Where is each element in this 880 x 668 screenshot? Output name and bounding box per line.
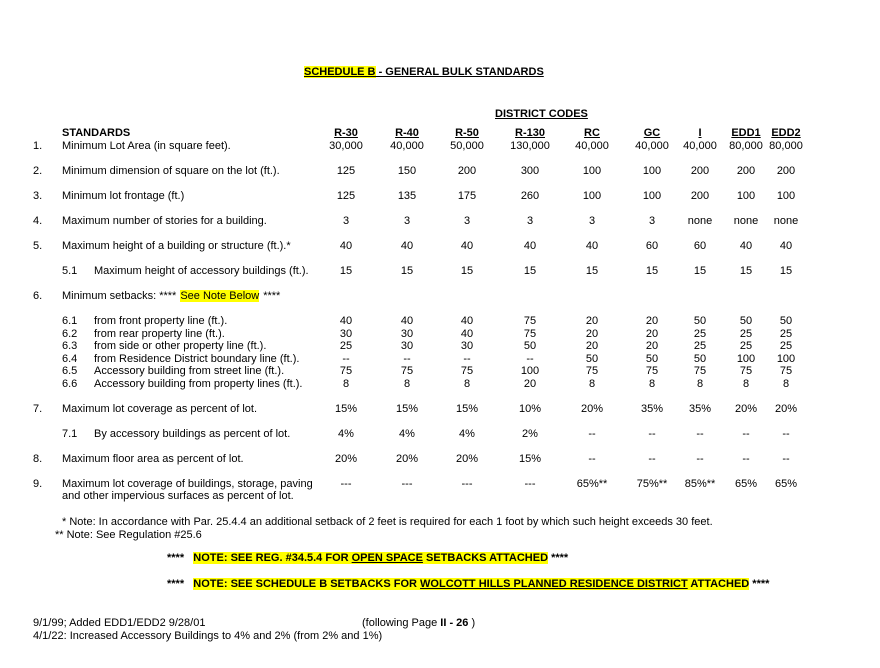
table-cell: 35%	[640, 403, 664, 415]
setback-label: Accessory building from street line (ft.).	[94, 365, 285, 377]
footer-page-ref: (following Page II - 26 )	[362, 617, 476, 629]
notice-wolcott-hills: **** NOTE: SEE SCHEDULE B SETBACKS FOR WOLCOTT HILLS PLANNED RESIDENCE DISTRICT ATTACHED ****	[167, 578, 770, 590]
table-cell: --	[588, 453, 596, 465]
table-cell: 8	[342, 377, 350, 390]
table-cell: 50	[645, 352, 659, 365]
column-header: R-30	[334, 127, 358, 139]
table-cell: 200	[690, 165, 710, 177]
table-cell: --	[463, 352, 471, 365]
table-cell: 75	[645, 365, 659, 377]
table-cell: 100	[642, 190, 662, 202]
table-cell: 150	[397, 165, 417, 177]
table-cell: 50	[585, 352, 599, 365]
table-cell: 50	[523, 340, 537, 352]
table-cell: 50,000	[450, 140, 484, 152]
table-cell: 20	[645, 315, 659, 327]
table-cell: 60	[693, 240, 707, 252]
table-cell: 4%	[338, 428, 354, 440]
table-cell: 100	[776, 190, 796, 202]
table-cell: 8	[742, 377, 750, 390]
table-cell: 20	[585, 340, 599, 352]
setback-label: from rear property line (ft.).	[94, 327, 225, 340]
table-cell: 15	[779, 265, 793, 277]
table-cell: 40	[400, 240, 414, 252]
table-cell: 35%	[688, 403, 712, 415]
table-cell: 8	[403, 377, 411, 390]
table-cell: 20%	[334, 453, 358, 465]
table-cell: --	[742, 428, 750, 440]
table-cell: --	[696, 428, 704, 440]
notice-open-space: **** NOTE: SEE REG. #34.5.4 FOR OPEN SPACE SETBACKS ATTACHED ****	[167, 552, 569, 564]
column-header: EDD1	[731, 127, 761, 139]
table-cell: 100	[776, 352, 796, 365]
table-cell: 20	[585, 327, 599, 340]
setback-number: 6.3	[62, 340, 78, 352]
standards-heading: STANDARDS	[62, 127, 131, 139]
table-cell: 25	[693, 327, 707, 340]
table-cell: 2%	[522, 428, 538, 440]
table-cell: 75	[779, 365, 793, 377]
table-cell: 40,000	[390, 140, 424, 152]
table-cell: 75	[739, 365, 753, 377]
table-cell: --	[742, 453, 750, 465]
table-cell: 100	[736, 190, 756, 202]
table-cell: 200	[457, 165, 477, 177]
table-cell: --	[648, 428, 656, 440]
row-label: Maximum height of accessory buildings (ft.).	[94, 265, 309, 277]
table-cell: 15%	[455, 403, 479, 415]
row-label-continued: and other impervious surfaces as percent of lot.	[62, 490, 294, 502]
table-cell: 15	[400, 265, 414, 277]
setbacks-label: Minimum setbacks: **** See Note Below ****	[62, 290, 281, 302]
table-cell: 75	[460, 365, 474, 377]
table-cell: 15	[645, 265, 659, 277]
table-cell: 15	[693, 265, 707, 277]
table-cell: 40	[523, 240, 537, 252]
table-cell: 40,000	[635, 140, 669, 152]
table-cell: 300	[520, 165, 540, 177]
table-cell: 30	[400, 327, 414, 340]
table-cell: ---	[401, 478, 413, 490]
table-cell: 30	[339, 327, 353, 340]
setback-number: 6.5	[62, 365, 78, 377]
table-cell: 30,000	[329, 140, 363, 152]
table-cell: --	[782, 428, 790, 440]
table-cell: none	[687, 215, 713, 227]
table-cell: 8	[588, 377, 596, 390]
column-header: R-40	[395, 127, 419, 139]
setback-label: from Residence District boundary line (ft.).	[94, 352, 300, 365]
table-cell: --	[526, 352, 534, 365]
table-cell: 25	[739, 327, 753, 340]
column-header: R-130	[515, 127, 545, 139]
table-cell: 20%	[774, 403, 798, 415]
table-cell: 85%**	[684, 478, 716, 490]
district-codes-heading: DISTRICT CODES	[495, 108, 588, 120]
table-cell: 15	[339, 265, 353, 277]
table-cell: 130,000	[510, 140, 550, 152]
table-cell: 125	[336, 165, 356, 177]
table-cell: 25	[339, 340, 353, 352]
table-cell: 3	[648, 215, 656, 227]
table-cell: 40	[400, 315, 414, 327]
footer-revision-2: 4/1/22: Increased Accessory Buildings to 4% and 2% (from 2% and 1%)	[33, 630, 383, 642]
table-cell: 15%	[395, 403, 419, 415]
table-cell: 15	[460, 265, 474, 277]
table-cell: 50	[693, 315, 707, 327]
row-number: 2.	[33, 165, 43, 177]
setback-label: from front property line (ft.).	[94, 315, 228, 327]
table-cell: 60	[645, 240, 659, 252]
open-space-link[interactable]: OPEN SPACE	[351, 552, 423, 564]
table-cell: 50	[693, 352, 707, 365]
table-cell: 3	[342, 215, 350, 227]
note-height: * Note: In accordance with Par. 25.4.4 an additional setback of 2 feet is required for each 1 foot by which such height exceeds 30 feet.	[62, 516, 713, 528]
table-cell: 8	[782, 377, 790, 390]
row-label: Minimum Lot Area (in square feet).	[62, 140, 231, 152]
table-cell: --	[403, 352, 411, 365]
table-cell: 40	[339, 315, 353, 327]
table-cell: --	[342, 352, 350, 365]
row-number: 5.1	[62, 265, 78, 277]
table-cell: 260	[520, 190, 540, 202]
table-cell: 20	[585, 315, 599, 327]
table-cell: 40	[460, 327, 474, 340]
row-number: 7.1	[62, 428, 78, 440]
table-cell: 25	[779, 327, 793, 340]
table-cell: 8	[463, 377, 471, 390]
table-cell: 20%	[395, 453, 419, 465]
wolcott-hills-link[interactable]: WOLCOTT HILLS PLANNED RESIDENCE DISTRICT	[420, 578, 688, 590]
row-number: 7.	[33, 403, 43, 415]
table-cell: 100	[736, 352, 756, 365]
row-number: 1.	[33, 140, 43, 152]
table-cell: 40,000	[575, 140, 609, 152]
table-cell: 50	[779, 315, 793, 327]
table-cell: 65%**	[576, 478, 608, 490]
row-label: Minimum dimension of square on the lot (ft.).	[62, 165, 280, 177]
row-number: 8.	[33, 453, 43, 465]
setback-number: 6.4	[62, 352, 78, 365]
table-cell: none	[773, 215, 799, 227]
table-cell: --	[648, 453, 656, 465]
table-cell: 40	[779, 240, 793, 252]
table-cell: 40	[460, 315, 474, 327]
table-cell: 25	[779, 340, 793, 352]
table-cell: --	[588, 428, 596, 440]
table-cell: ---	[461, 478, 473, 490]
table-cell: 3	[588, 215, 596, 227]
table-cell: 20	[645, 340, 659, 352]
table-cell: 200	[776, 165, 796, 177]
table-cell: 80,000	[769, 140, 803, 152]
table-cell: 25	[739, 340, 753, 352]
table-cell: 40	[460, 240, 474, 252]
table-cell: 20%	[734, 403, 758, 415]
table-cell: 3	[463, 215, 471, 227]
table-cell: 75	[339, 365, 353, 377]
row-label: Maximum floor area as percent of lot.	[62, 453, 244, 465]
table-cell: 100	[582, 190, 602, 202]
page-title: SCHEDULE B - GENERAL BULK STANDARDS	[304, 66, 544, 78]
setback-label: from side or other property line (ft.).	[94, 340, 267, 352]
table-cell: 75	[523, 315, 537, 327]
table-cell: 175	[457, 190, 477, 202]
table-cell: 20	[523, 377, 537, 390]
table-cell: 25	[693, 340, 707, 352]
table-cell: 20	[645, 327, 659, 340]
table-cell: 20%	[455, 453, 479, 465]
table-cell: 4%	[459, 428, 475, 440]
row-label: Maximum lot coverage as percent of lot.	[62, 403, 258, 415]
setback-number: 6.6	[62, 377, 78, 390]
table-cell: 4%	[399, 428, 415, 440]
column-header: RC	[584, 127, 600, 139]
table-cell: 100	[582, 165, 602, 177]
setback-number: 6.2	[62, 327, 78, 340]
table-cell: 75	[400, 365, 414, 377]
table-cell: 125	[336, 190, 356, 202]
table-cell: 15	[523, 265, 537, 277]
table-cell: 15	[739, 265, 753, 277]
note-regulation: ** Note: See Regulation #25.6	[55, 529, 202, 541]
table-cell: 40	[739, 240, 753, 252]
table-cell: ---	[340, 478, 352, 490]
column-header: EDD2	[771, 127, 801, 139]
row-label: Minimum lot frontage (ft.)	[62, 190, 185, 202]
table-cell: 40	[339, 240, 353, 252]
table-cell: 75	[585, 365, 599, 377]
column-header: GC	[643, 127, 661, 139]
table-cell: 75	[693, 365, 707, 377]
setback-label: Accessory building from property lines (ft.).	[94, 377, 303, 390]
table-cell: 50	[739, 315, 753, 327]
footer-revision-1: 9/1/99; Added EDD1/EDD2 9/28/01	[33, 617, 206, 629]
table-cell: --	[696, 453, 704, 465]
row-label: Maximum lot coverage of buildings, storage, paving	[62, 478, 313, 490]
row-label: By accessory buildings as percent of lot.	[94, 428, 291, 440]
table-cell: 100	[642, 165, 662, 177]
table-cell: 15	[585, 265, 599, 277]
column-header: R-50	[455, 127, 479, 139]
table-cell: 15%	[518, 453, 542, 465]
table-cell: 10%	[518, 403, 542, 415]
row-number: 9.	[33, 478, 43, 490]
row-number: 5.	[33, 240, 43, 252]
table-cell: 40	[585, 240, 599, 252]
table-cell: 200	[736, 165, 756, 177]
table-cell: 65%	[774, 478, 798, 490]
table-cell: 3	[403, 215, 411, 227]
setback-number: 6.1	[62, 315, 78, 327]
row-number: 4.	[33, 215, 43, 227]
see-note-below-link[interactable]: See Note Below	[180, 290, 260, 302]
table-cell: 3	[526, 215, 534, 227]
table-cell: 65%	[734, 478, 758, 490]
table-cell: 75%**	[636, 478, 668, 490]
row-label: Maximum height of a building or structure (ft.).*	[62, 240, 291, 252]
table-cell: ---	[524, 478, 536, 490]
table-cell: 200	[690, 190, 710, 202]
table-cell: 75	[523, 327, 537, 340]
table-cell: 80,000	[729, 140, 763, 152]
table-cell: 20%	[580, 403, 604, 415]
row-number: 6.	[33, 290, 43, 302]
table-cell: 30	[460, 340, 474, 352]
table-cell: none	[733, 215, 759, 227]
table-cell: 30	[400, 340, 414, 352]
table-cell: 100	[520, 365, 540, 377]
table-cell: 8	[696, 377, 704, 390]
row-number: 3.	[33, 190, 43, 202]
table-cell: 40,000	[683, 140, 717, 152]
column-header: I	[698, 127, 702, 139]
table-cell: 8	[648, 377, 656, 390]
table-cell: 135	[397, 190, 417, 202]
table-cell: 15%	[334, 403, 358, 415]
row-label: Maximum number of stories for a building.	[62, 215, 267, 227]
table-cell: --	[782, 453, 790, 465]
